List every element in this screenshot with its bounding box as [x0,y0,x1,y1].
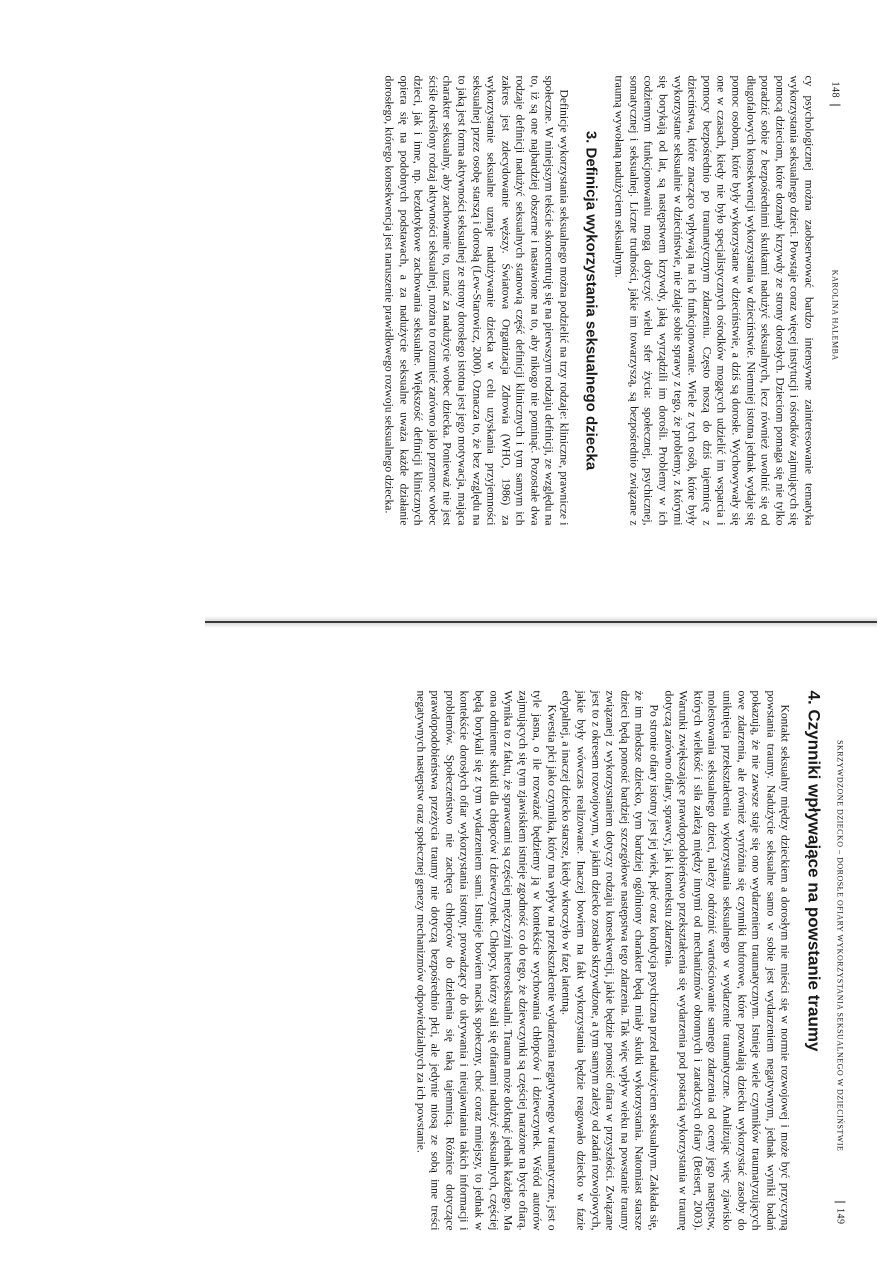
paragraph: Definicje wykorzystania seksualnego można podzielić na trzy rodzaje: kliniczne, prawnicze i społeczne. W niniejszym tekście skoncentruję się na pierwszym rodzaju definicji, ze względu na to, iż są one najbardziej obszerne i nastawione na to, aby nikogo nie pominąć. Pozostałe dwa rodzaje definicji nadużyć seksualnych stanowią część definicji klinicznych i tym samym ich zakres jest zdecydowanie węższy. Światowa Organizacja Zdrowia (WHO, 1986) za wykorzystanie seksualne uznaje nadużywanie dziecka w celu uzyskania przyjemności seksualnej przez osobę starszą i dorosłą (Lew-Starowicz, 2000). Oznacza to, że bez względu na to jaką jest forma aktywności seksualnej ze strony dorosłego istotna jest jego motywacja, mająca charakter seksualny, aby zachowanie to, uznać za nadużycie wobec dziecka. Ponieważ nie jest ściśle określony rodzaj aktywności seksualnej, można to rozumieć zarówno jako przemoc wobec dzieci, jak i inne, np. bezdotykowe zachowania seksualne. Większość definicji klinicznych opiera się na podobnych podstawach, a za nadużycie seksualne uważa każde działanie dorosłego, którego konsekwencja jest naruszenie prawidłowego rozwoju seksualnego dziecka. [381,75,571,525]
page-148 [115,75,840,525]
paragraph: Kontakt seksualny między dzieckiem a dorosłym nie mieści się w normie rozwojowej i może być przyczyną powstania traumy. Nadużycie seksualne samo w sobie jest wydarzeniem negatywnym, jednak wyniki badań pokazują, że nie zawsze staje się ono wydarzeniem traumatycznym. Istnieje wiele czynników traumatyzujących owe zdarzenia, ale również wyróżnia się czynniki buforowe, które pozwalają dziecku wykorzystać zasoby do uniknięcia przekształcenia wykorzystania seksualnego w wydarzenie traumatyczne. Analizując więc zjawisko molestowania seksualnego dzieci, należy odróżnić wartościowanie samego zdarzenia od oceny jego następstw, których wielkość i siła zależą między innymi od mechanizmów obronnych i zaradczych ofiary (Beisert, 2003). Warunki zwiększające prawdopodobieństwo przekształcenia się wydarzenia pod postacią wykorzystania w traumę dotyczą zarówno ofiary, sprawcy, jak i kontekstu zdarzenia. [661,690,792,1230]
paragraph: Kwestia płci jako czynnika, który ma wpływ na przekształcenie wydarzenia negatywnego w traumatyczne, jest o tyle jasna, o ile rozważać będziemy ją w kontekście wychowania chłopców i dziewczynek. Wśród autorów zajmujących się tym zjawiskiem istnieje zgodność co do tego, że dziewczynki są częściej narażone na bycie ofiarą. Wynika to z faktu, że sprawcami są częściej mężczyźni heteroseksualni. Trauma może dotknąć jednak każdego. Ma ona odmienne skutki dla chłopców i dziewczynek. Chłopcy, którzy stali się ofiarami nadużyć seksualnych, częściej będą borykali się z tym wydarzeniem sami. Istnieje bowiem nacisk społeczny, choć coraz mniejszy, to jednak w kontekście dorosłych ofiar wykorzystania istotny, prowadzący do ukrywania i nieujawniania takich informacji i problemów. Społeczeństwo nie zachęca chłopców do dzielenia się taką tajemnicą. Różnice dotyczące prawdopodobieństwa przeżycia traumy nie dotyczą bezpośrednio płci, ale jedynie niosą ze sobą inne treści negatywnych następstw oraz społecznej genezy mechanizmów odpowiedzialnych za ich powstanie. [413,690,558,1230]
page-149-body [412,690,823,1230]
page-number: 149 [834,1201,845,1231]
paragraph: Po stronie ofiary istotny jest jej wiek, płeć oraz kondycja psychiczna przed nadużyciem seksualnym. Zakłada się, że im młodsze dziecko, tym bardziej ogólniony charakter będą miały skutki wykorzystania. Natomiast starsze dzieci będą ponosić bardziej szczegółowe następstwa tego zdarzenia. Tak więc wpływ wieku na powstanie traumy związanej z wykorzystaniem dotyczy rodzaju konsekwencji, jakie będzie ponosić ofiara w przyszłości. Związane jest to z okresem rozwojowym, w jakim dziecko zostało skrzywdzone, a tym samym zależy od zadań rozwojowych, jakie były wówczas realizowane. Inaczej bowiem na fakt wykorzystania będzie reagowało dziecko w fazie edypalnej, a inaczej dziecko starsze, kiedy wkroczyło w fazę latentną. [559,690,661,1230]
running-head-title: SKRZYWDZONE DZIECKO – DOROSŁE OFIARY WYKORZYSTANIA SEKSUALNEGO W DZIECIŃSTWIE [835,739,844,1151]
page-149 [100,690,845,1230]
running-head-left [829,75,840,525]
page-148-body [380,75,815,525]
running-head-right [834,690,845,1230]
book-spine-divider [205,621,877,623]
running-head-author: KAROLINA HALEMBA [830,269,839,361]
section-heading: 4. Czynniki wpływające na powstanie traumy [804,690,823,1051]
paragraph: cy psychologicznej można zaobserwować bardzo intensywne zainteresowanie tematyka wykorzystania seksualnego dzieci. Powstaje coraz więcej instytucji i ośrodków zajmujących się pomocą dzieciom, które doznały krzywdy ze strony dorosłych. Dzieciom pomaga się nie tylko poradzić sobie z bezpośrednimi skutkami nadużyć seksualnych, lecz również uwolnić się od długofalowych konsekwencji wykorzystania w dzieciństwie. Niemniej istotna jednak wydaje się pomoc osobom, które były wykorzystane w dzieciństwie, a dziś są dorosłe. Wychowywały się one w czasach, kiedy nie było specjalistycznych ośrodków mogących udzielić im wsparcia i pomocy bezpośrednio po traumatycznym zdarzeniu. Często noszą do dziś tajemnicę z dzieciństwa, które znacząco wpływają na ich funkcjonowanie. Wiele z tych osób, które były wykorzystane seksualnie w dzieciństwie, nie zdaje sobie sprawy z tego, że problemy, z którymi się borykają od lat, są następstwem krzywdy, jaką wyrządzili im dorośli. Problemy w ich codziennym funkcjonowaniu mogą dotyczyć wielu sfer życia: społecznej, psychicznej, somatycznej i seksualnej. Liczne trudności, jakie im towarzyszą, są bezpośrednio związane z traumą wywołaną nadużyciem seksualnym. [612,75,815,525]
section-heading: 3. Definicja wykorzystania seksualnego dziecka [581,130,599,470]
page-number: 148 [829,75,840,105]
